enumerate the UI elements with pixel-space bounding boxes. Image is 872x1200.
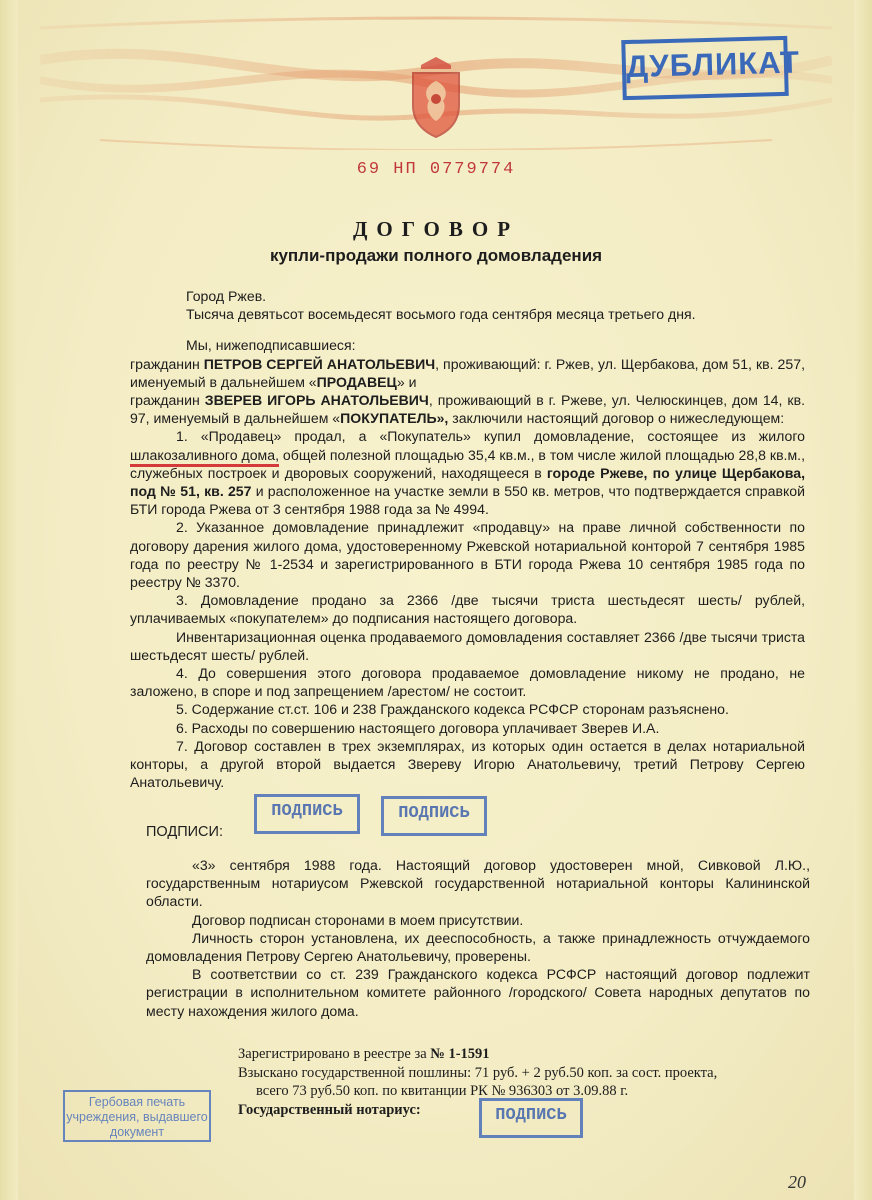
notary-label: Государственный нотариус: <box>238 1101 421 1118</box>
contract-body <box>130 287 805 791</box>
signatures-label: ПОДПИСИ: <box>146 824 223 840</box>
seller-paragraph: гражданин ПЕТРОВ СЕРГЕЙ АНАТОЛЬЕВИЧ, проживающий: г. Ржев, ул. Щербакова, дом 51, кв. 257, именуемый в дальнейшем «ПРОДАВЕЦ» и <box>130 355 805 390</box>
coat-of-arms-emblem <box>405 55 467 140</box>
property-address: городе Ржеве, по улице Щербакова, под № 51, кв. 257 <box>130 464 805 500</box>
clause-4: 4. До совершения этого договора продаваемое домовладение никому не продано, не заложено, в споре и под запрещением /арестом/ не состоит. <box>130 665 805 700</box>
duplicate-stamp: ДУБЛИКАТ <box>621 36 789 100</box>
serial-number: 69 НП 0779774 <box>356 160 516 179</box>
clause-2: 2. Указанное домовладение принадлежит «продавцу» на праве личной собственности по договору дарения жилого дома, удостоверенному Ржевской нотариальной конторой 7 сентября 1985 года по реестру № 1-2534 и зарегистрированного в БТИ города Ржева 10 сентября 1985 года по реестру № 3370. <box>130 519 805 591</box>
city-line: Город Ржев. <box>186 288 267 304</box>
fee-line-1: Взыскано государственной пошлины: 71 руб. + 2 руб.50 коп. за сост. проекта, <box>238 1064 718 1081</box>
clause-7: 7. Договор составлен в трех экземплярах, из которых один остается в делах нотариальной конторы, а другой второй выдается Звереву Игорю Анатольевичу, третий Петрову Сергею Анатольевичу. <box>130 737 805 791</box>
notary-certification: «3» сентября 1988 года. Настоящий договор удостоверен мной, Сивковой Л.Ю., государственным нотариусом Ржевской государственной нотариальной конторы Калининской области. <box>146 857 810 910</box>
seller-role: ПРОДАВЕЦ <box>316 373 397 390</box>
notary-signed: Договор подписан сторонами в моем присутствии. <box>192 911 524 928</box>
page-number: 20 <box>788 1172 806 1192</box>
date-line: Тысяча девятьсот восемьдесят восьмого года сентября месяца третьего дня. <box>186 306 696 323</box>
notary-section <box>146 856 810 1020</box>
buyer-name: ЗВЕРЕВ ИГОРЬ АНАТОЛЬЕВИЧ <box>204 392 429 409</box>
clause-3b: Инвентаризационная оценка продаваемого домовладения составляет 2366 /две тысячи триста шестьдесят шесть/ рублей. <box>130 628 805 663</box>
clause-6: 6. Расходы по совершению настоящего договора уплачивает Зверев И.А. <box>176 719 660 736</box>
buyer-role: ПОКУПАТЕЛЬ», <box>340 410 449 427</box>
registry-line: Зарегистрировано в реестре за № 1-1591 <box>238 1046 490 1062</box>
document-title: ДОГОВОР <box>352 217 520 241</box>
registry-number: № 1-1591 <box>430 1046 490 1062</box>
underlined-material: шлакозаливного дома, <box>130 447 279 467</box>
signature-stamp-seller: ПОДПИСЬ <box>254 794 360 834</box>
intro-line: Мы, нижеподписавшиеся: <box>186 337 356 354</box>
right-edge <box>854 0 872 1200</box>
clause-3: 3. Домовладение продано за 2366 /две тысячи триста шестьдесят шесть/ рублей, уплачиваемых «покупателем» до подписания настоящего договора. <box>130 592 805 627</box>
left-edge <box>0 0 18 1200</box>
notary-identity: Личность сторон установлена, их дееспособность, а также принадлежность отчуждаемого домовладения Петрову Сергею Анатольевичу, проверены. <box>146 929 810 965</box>
registry-block <box>238 1045 717 1119</box>
clause-5: 5. Содержание ст.ст. 106 и 238 Гражданского кодекса РСФСР сторонам разъяснено. <box>176 701 729 718</box>
fee-line-2: всего 73 руб.50 коп. по квитанции РК № 936303 от 3.09.88 г. <box>256 1083 629 1099</box>
signature-stamp-buyer: ПОДПИСЬ <box>381 796 487 836</box>
clause-1: 1. «Продавец» продал, а «Покупатель» купил домовладение, состоящее из жилого шлакозаливного дома, общей полезной площадью 35,4 кв.м., в том числе жилой площадью 28,8 кв.м., служебных построек и дворовых сооружений, находящееся в городе Ржеве, по улице Щербакова, под № 51, кв. 257 и расположенное на участке земли в 550 кв. метров, что подтверждается справкой БТИ города Ржева от 3 сентября 1988 года за № 4994. <box>130 428 805 518</box>
signature-stamp-notary: ПОДПИСЬ <box>479 1098 583 1138</box>
seller-name: ПЕТРОВ СЕРГЕЙ АНАТОЛЬЕВИЧ <box>203 355 436 372</box>
buyer-paragraph: гражданин ЗВЕРЕВ ИГОРЬ АНАТОЛЬЕВИЧ, проживающий в г. Ржеве, ул. Челюскинцев, дом 14, кв. 97, именуемый в дальнейшем «ПОКУПАТЕЛЬ», заключили настоящий договор о нижеследующем: <box>130 392 805 427</box>
notary-registration: В соответствии со ст. 239 Гражданского кодекса РСФСР настоящий договор подлежит регистрации в исполнительном комитете районного /городского/ Совета народных депутатов по месту нахождения жилого дома. <box>146 966 810 1019</box>
official-seal-placeholder: Гербовая печать учреждения, выдавшего документ <box>63 1090 211 1142</box>
document-subtitle: купли-продажи полного домовладения <box>269 246 603 265</box>
